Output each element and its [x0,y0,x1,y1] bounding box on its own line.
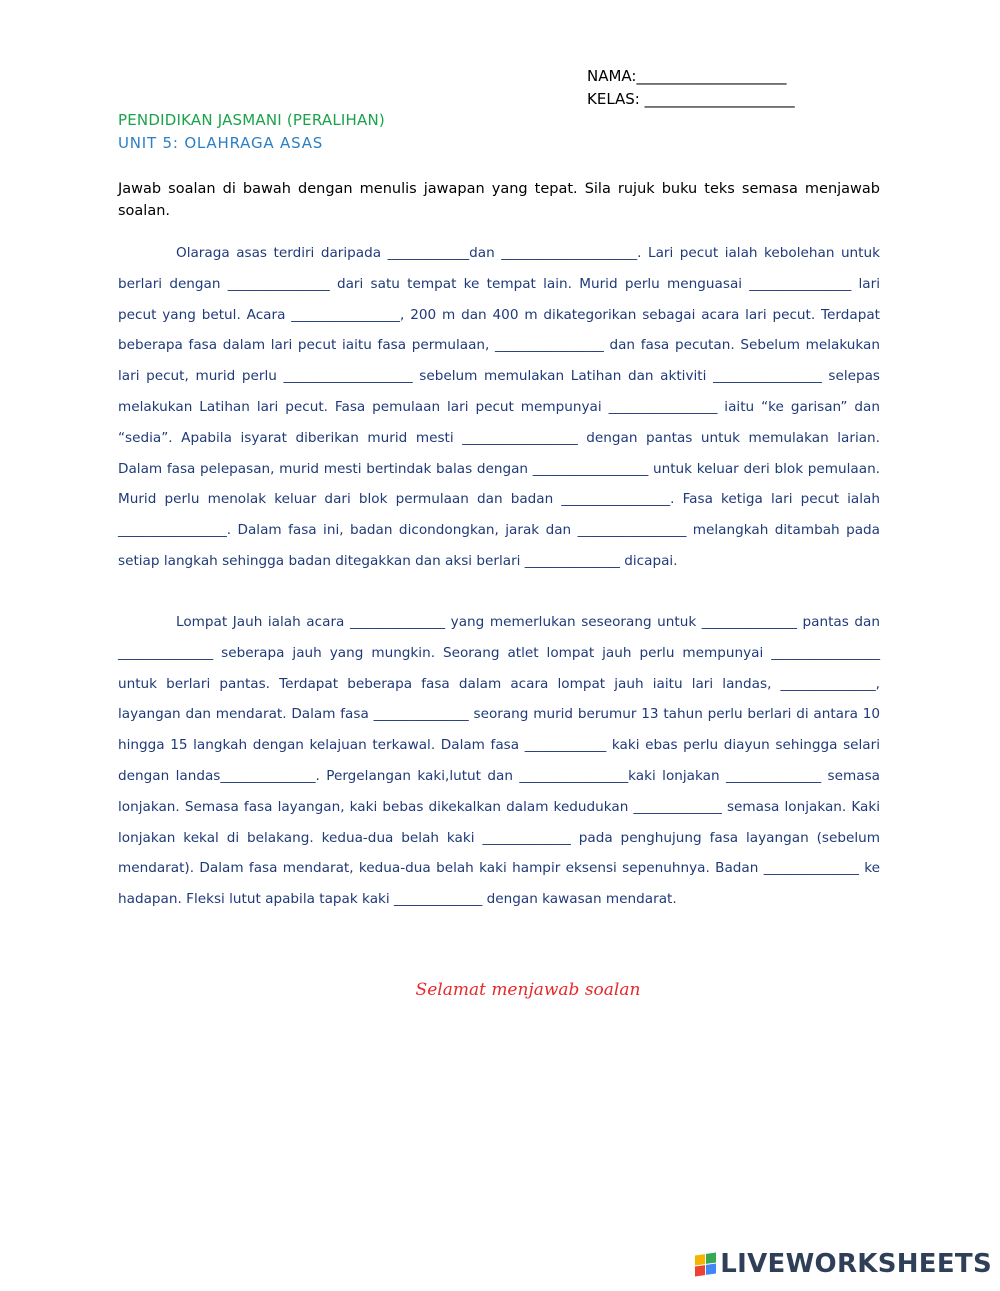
instructions-text: Jawab soalan di bawah dengan menulis jawapan yang tepat. Sila rujuk buku teks semasa menjawab soalan. [118,181,880,219]
subject-title: PENDIDIKAN JASMANI (PERALIHAN) [118,111,385,129]
long-jump-paragraph: Lompat Jauh ialah acara ______________ yang memerlukan seseorang untuk ______________ pantas dan ______________ seberapa jauh yang mungkin. Seorang atlet lompat jauh perlu mempunyai ________________ untuk berlari pantas. Terdapat beberapa fasa dalam acara lompat jauh iaitu lari landas, ______________, layangan dan mendarat. Dalam fasa ______________ seorang murid berumur 13 tahun perlu berlari di antara 10 hingga 15 langkah dengan kelajuan terkawal. Dalam fasa ____________ kaki ebas perlu diayun sehingga selari dengan landas______________. Pergelangan kaki,lutut dan ________________kaki lonjakan ______________ semasa lonjakan. Semasa fasa layangan, kaki bebas dikekalkan dalam kedudukan _____________ semasa lonjakan. Kaki lonjakan kekal di belakang. kedua-dua belah kaki _____________ pada penghujung fasa layangan (sebelum mendarat). Dalam fasa mendarat, kedua-dua belah kaki hampir eksensi sepenuhnya. Badan ______________ ke hadapan. Fleksi lutut apabila tapak kaki _____________ dengan kawasan mendarat. [118,614,880,908]
liveworksheets-logo-text: LIVEWORKSHEETS [720,1249,992,1279]
closing-message: Selamat menjawab soalan [415,980,641,1000]
liveworksheets-logo-icon [695,1252,716,1276]
sprint-paragraph: Olaraga asas terdiri daripada ____________dan ____________________. Lari pecut ialah kebolehan untuk berlari dengan _______________ dari satu tempat ke tempat lain. Murid perlu menguasai _______________ lari pecut yang betul. Acara ________________, 200 m dan 400 m dikategorikan sebagai acara lari pecut. Terdapat beberapa fasa dalam lari pecut iaitu fasa permulaan, ________________ dan fasa pecutan. Sebelum melakukan lari pecut, murid perlu ___________________ sebelum memulakan Latihan dan aktiviti ________________ selepas melakukan Latihan lari pecut. Fasa pemulaan lari pecut mempunyai ________________ iaitu “ke garisan” dan “sedia”. Apabila isyarat diberikan murid mesti _________________ dengan pantas untuk memulakan larian. Dalam fasa pelepasan, murid mesti bertindak balas dengan _________________ untuk keluar deri blok pemulaan. Murid perlu menolak keluar dari blok permulaan dan badan ________________. Fasa ketiga lari pecut ialah ________________. Dalam fasa ini, badan dicondongkan, jarak dan ________________ melangkah ditambah pada setiap langkah sehingga badan ditegakkan dan aksi berlari ______________ dicapai. [118,245,880,569]
liveworksheets-logo [695,1249,992,1279]
class-field[interactable]: KELAS: ____________________ [587,90,795,108]
name-field[interactable]: NAMA:____________________ [587,67,787,85]
unit-title: UNIT 5: OLAHRAGA ASAS [118,134,324,152]
